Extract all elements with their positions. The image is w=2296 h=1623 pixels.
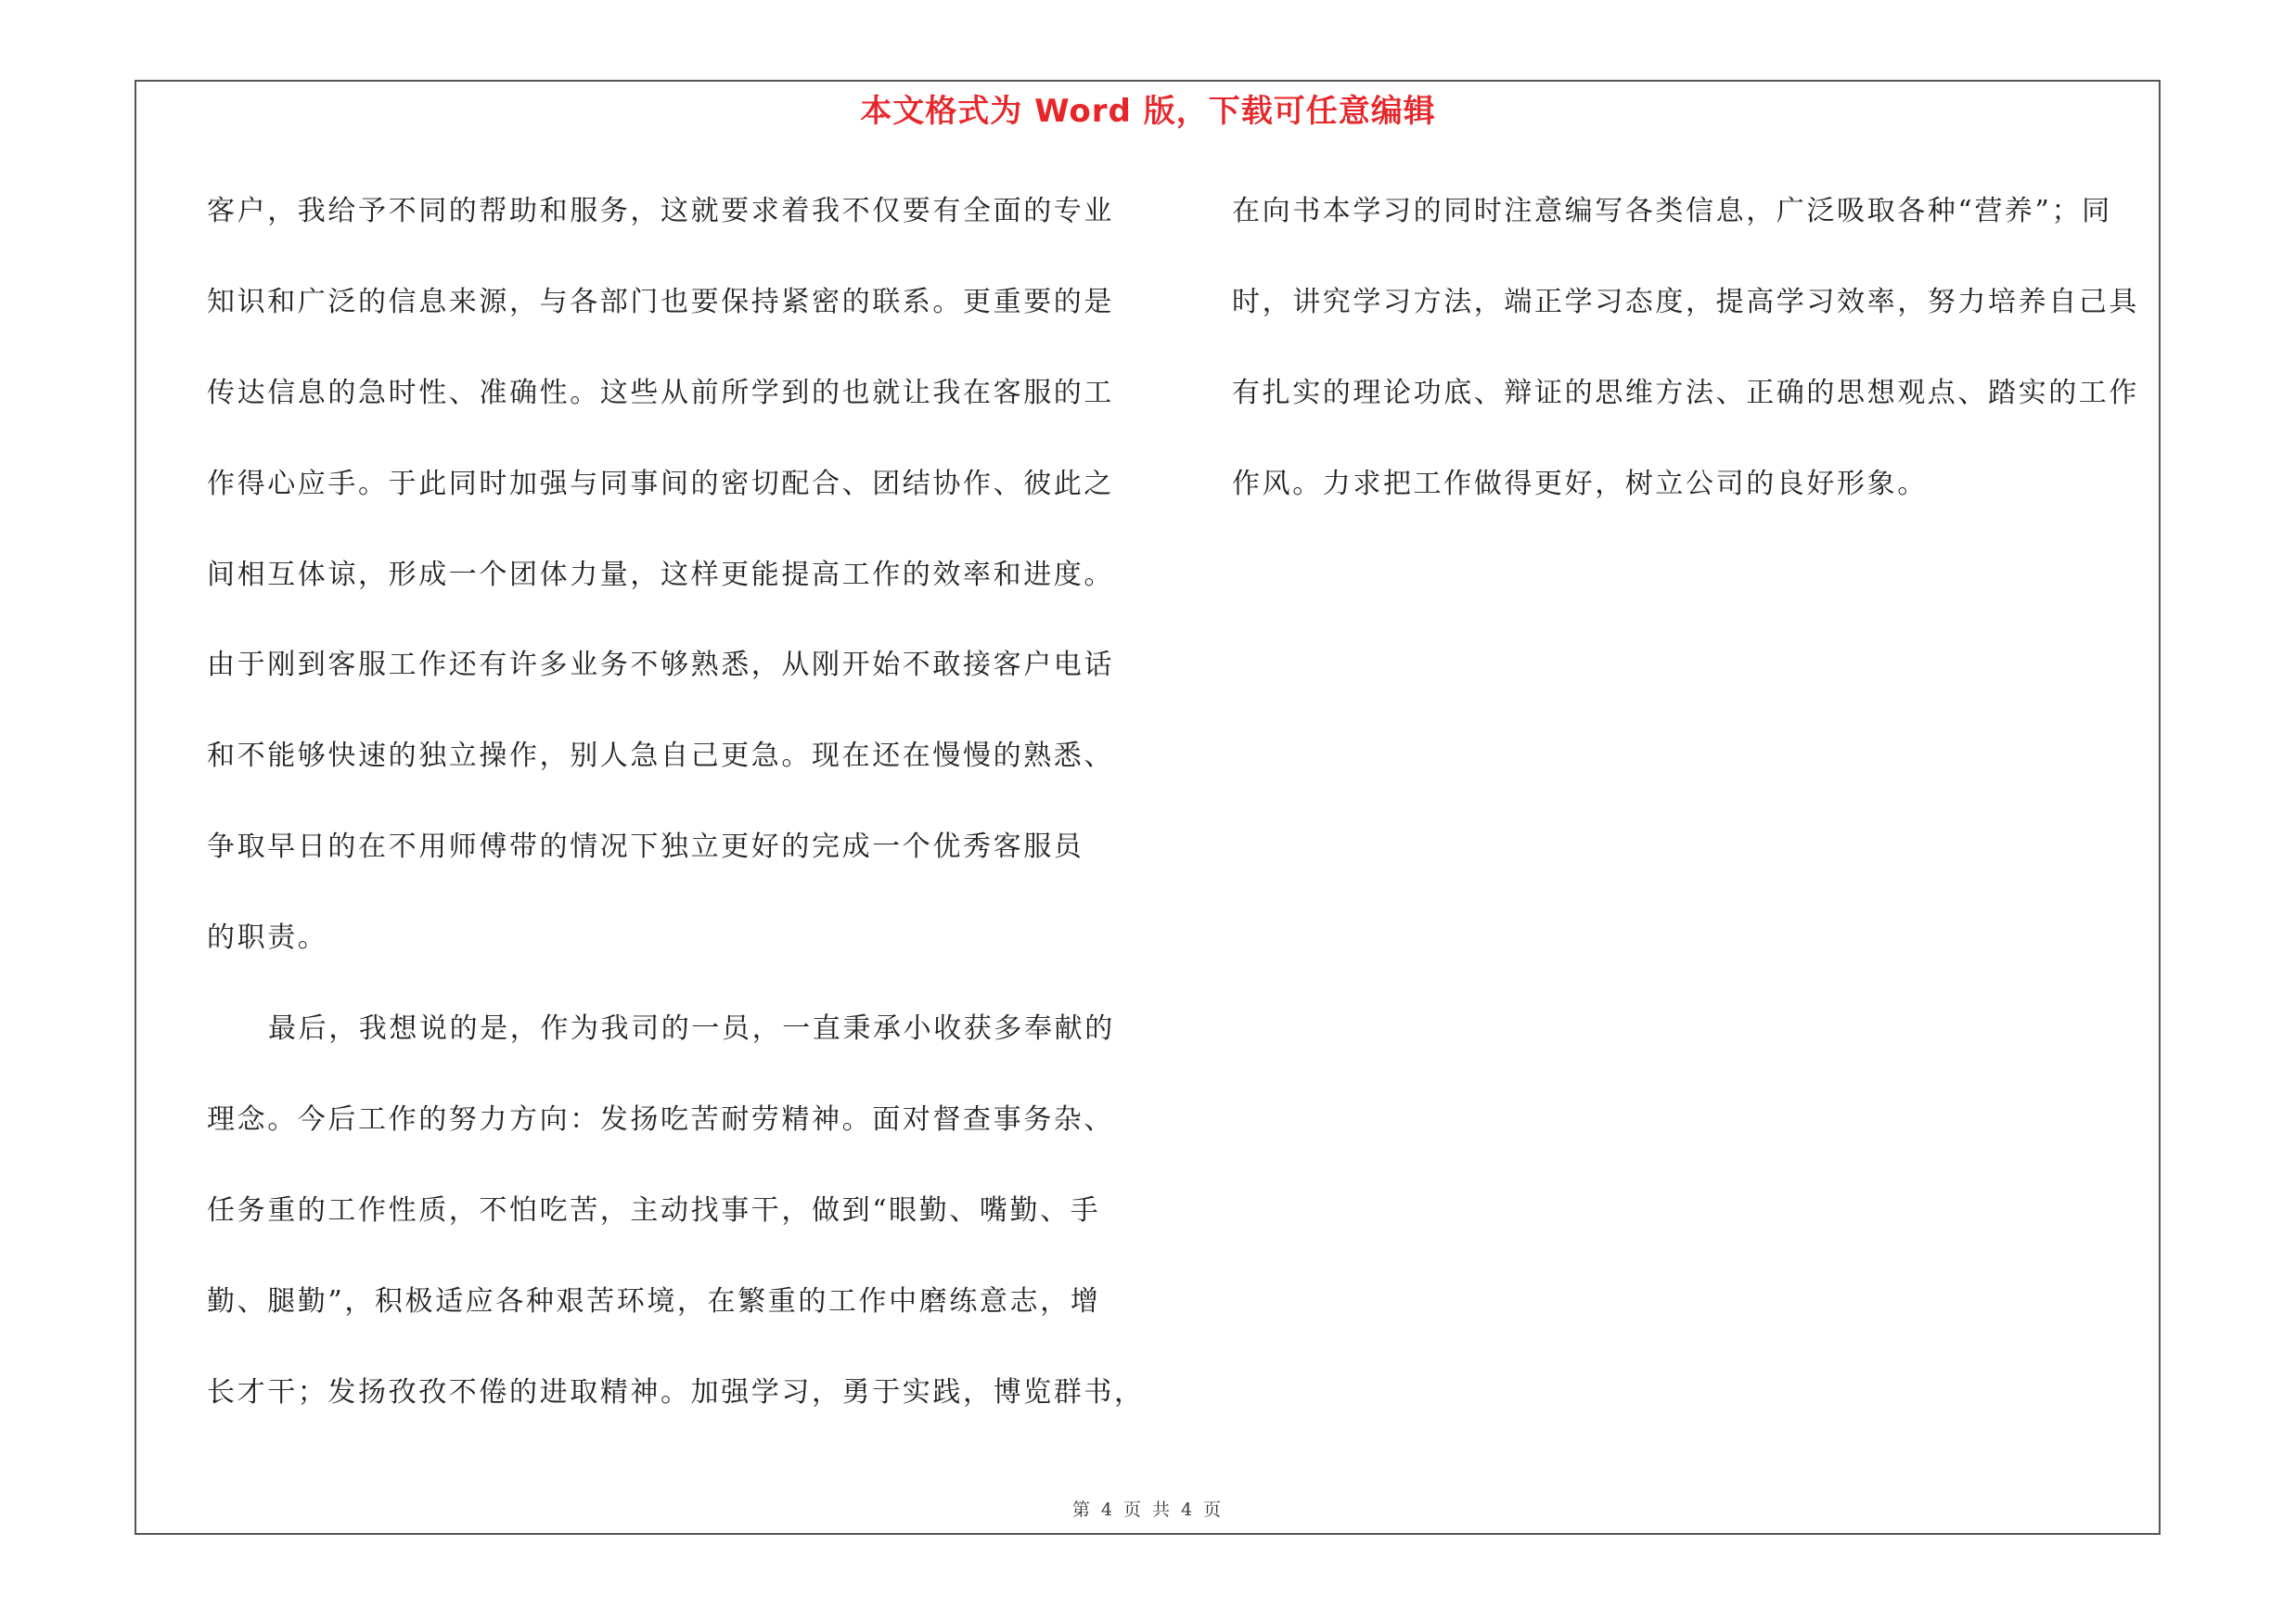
text-line: 知识和广泛的信息来源，与各部门也要保持紧密的联系。更重要的是: [207, 285, 1114, 318]
text-line: 争取早日的在不用师傅带的情况下独立更好的完成一个优秀客服员: [207, 831, 1084, 864]
text-line: 客户，我给予不同的帮助和服务，这就要求着我不仅要有全面的专业: [207, 195, 1114, 227]
text-line: 理念。今后工作的努力方向：发扬吃苦耐劳精神。面对督查事务杂、: [207, 1102, 1114, 1136]
text-line: 由于刚到客服工作还有许多业务不够熟悉，从刚开始不敢接客户电话: [207, 649, 1114, 682]
text-line: 作风。力求把工作做得更好，树立公司的良好形象。: [1232, 468, 1928, 500]
text-line: 在向书本学习的同时注意编写各类信息，广泛吸取各种“营养”；同: [1232, 195, 2112, 227]
text-line: 的职责。: [207, 921, 328, 955]
left-text-column: [207, 184, 1153, 1455]
text-line: 有扎实的理论功底、辩证的思维方法、正确的思想观点、踏实的工作: [1232, 377, 2139, 409]
word-format-banner: 本文格式为 Word 版，下载可任意编辑: [860, 93, 1436, 130]
text-line: 传达信息的急时性、准确性。这些从前所学到的也就让我在客服的工: [207, 376, 1114, 409]
page-number-footer: 第 4 页 共 4 页: [1071, 1500, 1225, 1520]
text-line: 时，讲究学习方法，端正学习态度，提高学习效率，努力培养自己具: [1232, 286, 2139, 318]
text-line: 作得心应手。于此同时加强与同事间的密切配合、团结协作、彼此之: [207, 467, 1114, 500]
text-line: 长才干；发扬孜孜不倦的进取精神。加强学习，勇于实践，博览群书，: [207, 1375, 1145, 1409]
right-text-column: [1232, 184, 2158, 547]
text-line: 任务重的工作性质，不怕吃苦，主动找事干，做到“眼勤、嘴勤、手: [207, 1193, 1101, 1227]
paragraph-start-line: 最后，我想说的是，作为我司的一员，一直秉承小收获多奉献的: [268, 1012, 1115, 1046]
text-line: 勤、腿勤”，积极适应各种艰苦环境，在繁重的工作中磨练意志，增: [207, 1284, 1101, 1318]
text-line: 和不能够快速的独立操作，别人急自己更急。现在还在慢慢的熟悉、: [207, 740, 1114, 773]
text-line: 间相互体谅，形成一个团体力量，这样更能提高工作的效率和进度。: [207, 558, 1114, 591]
